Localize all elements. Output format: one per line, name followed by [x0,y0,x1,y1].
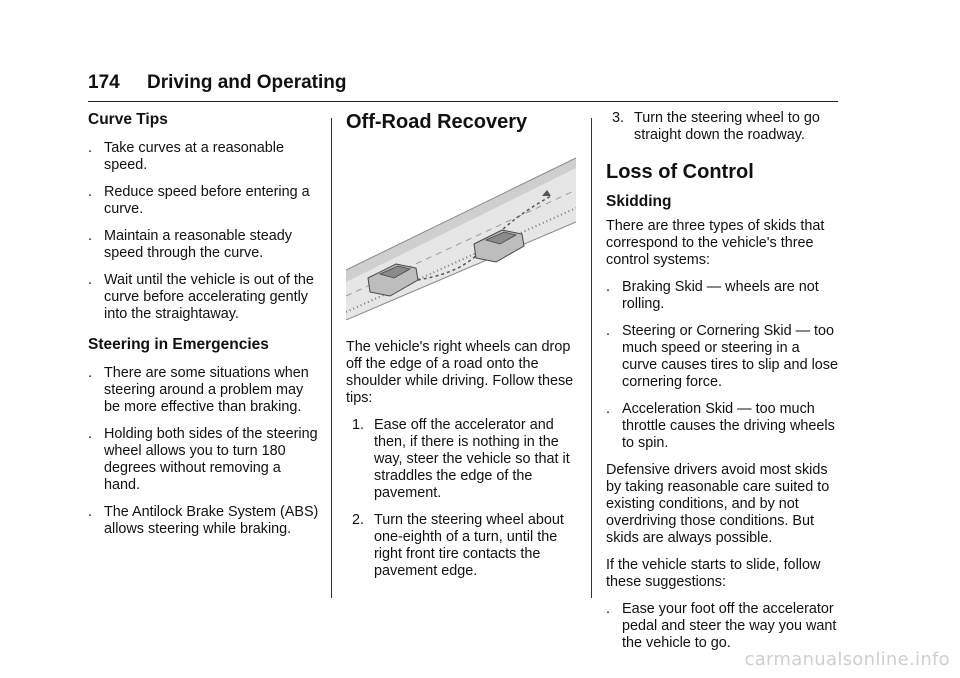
bullet: . [88,426,92,442]
bullet: . [88,504,92,520]
list-item: . Wait until the vehicle is out of the curve before accelerating gently into the straightaway. [88,272,314,322]
bullet: . [606,401,610,417]
column-1 [88,110,320,538]
column-divider-left [331,118,332,598]
list-item: . There are some situations when steering around a problem may be more effective than braking. [88,365,309,415]
defensive-paragraph: Defensive drivers avoid most skids by taking reasonable care suited to existing conditions, and by not overdriving those conditions. But skids are always possible. [606,462,830,546]
column-divider-right [591,118,592,598]
curve-tips-list [88,140,320,323]
skidding-heading: Skidding [606,193,672,210]
curve-tips-heading: Curve Tips [88,111,168,128]
header-rule [88,101,838,102]
section-title: Driving and Operating [146,72,347,93]
column-3 [606,110,838,652]
bullet: . [606,323,610,339]
bullet: . [606,279,610,295]
off-road-steps-continued [606,110,838,144]
list-item: . Take curves at a reasonable speed. [88,140,284,173]
off-road-intro: The vehicle's right wheels can drop off the edge of a road onto the shoulder while driving. Follow these tips: [346,339,574,406]
column-2 [346,110,578,580]
list-item: 3. Turn the steering wheel to go straight down the roadway. [612,110,820,143]
off-road-steps [346,417,578,580]
suggestions-list [606,601,838,652]
skid-intro: There are three types of skids that correspond to the vehicle's three control systems: [606,218,825,268]
list-item: . Holding both sides of the steering wheel allows you to turn 180 degrees without removing a hand. [88,426,318,493]
list-item: . Steering or Cornering Skid — too much speed or steering in a curve causes tires to slip and lose cornering force. [606,323,838,390]
list-item: 2. Turn the steering wheel about one-eighth of a turn, until the right front tire contacts the pavement edge. [352,512,564,579]
loss-of-control-heading: Loss of Control [606,161,754,183]
list-item: . Braking Skid — wheels are not rolling. [606,279,819,312]
list-item: . Reduce speed before entering a curve. [88,184,310,217]
list-item: 1. Ease off the accelerator and then, if there is nothing in the way, steer the vehicle so that it straddles the edge of the pavement. [352,417,570,501]
emergencies-heading: Steering in Emergencies [88,336,269,353]
watermark: carmanualsonline.info [744,649,950,670]
list-item: . Ease your foot off the accelerator pedal and steer the way you want the vehicle to go. [606,601,837,651]
emergencies-list [88,365,320,538]
list-item: . Acceleration Skid — too much throttle causes the driving wheels to spin. [606,401,835,451]
bullet: . [88,228,92,244]
list-item: . The Antilock Brake System (ABS) allows steering while braking. [88,504,319,537]
bullet: . [88,272,92,288]
bullet: . [88,365,92,381]
off-road-recovery-illustration [346,150,576,320]
bullet: . [88,140,92,156]
off-road-heading: Off-Road Recovery [346,111,528,133]
list-item: . Maintain a reasonable steady speed through the curve. [88,228,292,261]
page-number: 174 [88,72,120,93]
suggestions-intro: If the vehicle starts to slide, follow these suggestions: [606,557,821,590]
skid-types-list [606,279,838,452]
bullet: . [606,601,610,617]
page-header [88,72,347,94]
bullet: . [88,184,92,200]
